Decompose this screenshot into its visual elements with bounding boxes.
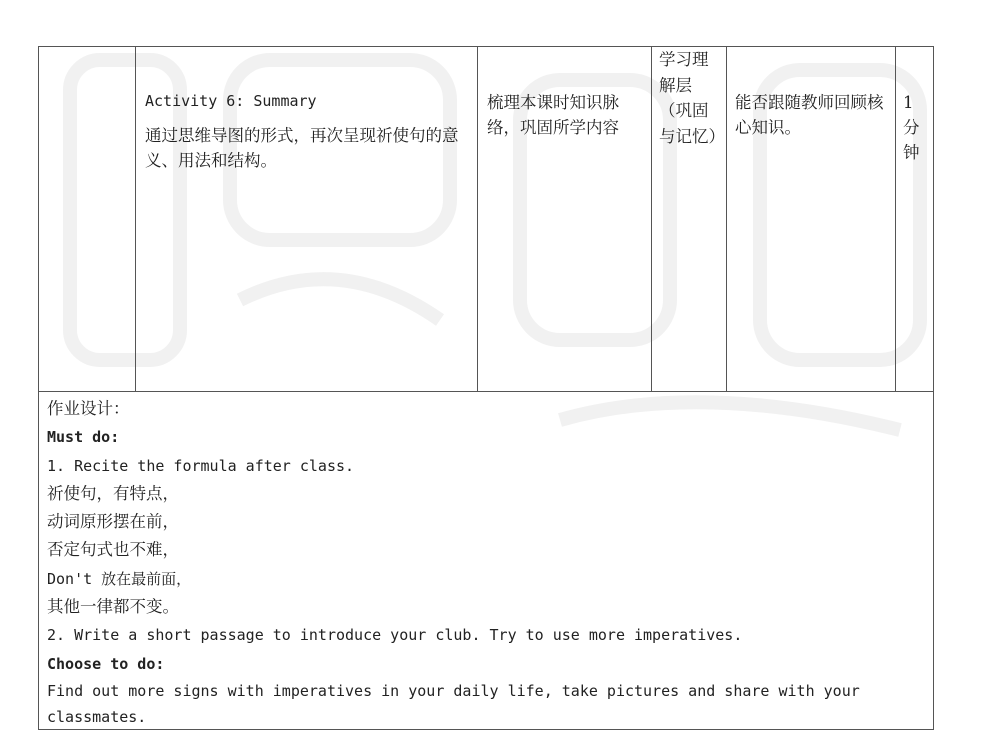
must-do-label: Must do: (47, 428, 120, 447)
activity-title: Activity 6: Summary (145, 92, 317, 110)
assessment-cell: 能否跟随教师回顾核心知识。 (735, 93, 884, 137)
formula-line: Don't 放在最前面， (47, 569, 192, 588)
homework-heading: 作业设计： (47, 399, 130, 418)
row-divider (39, 391, 933, 392)
lesson-plan-table (38, 46, 934, 730)
col-divider (651, 47, 652, 391)
level-cell: 学习理解层（巩固与记忆） (659, 50, 725, 146)
homework-section (47, 395, 925, 730)
formula-line: 祈使句，有特点， (47, 483, 179, 503)
col-divider (477, 47, 478, 391)
choose-do-text: Find out more signs with imperatives in your daily life, take pictures and share with your classmates. (47, 681, 860, 726)
formula-line: 动词原形摆在前， (47, 512, 179, 532)
homework-item-2: 2. Write a short passage to introduce your club. Try to use more imperatives. (47, 626, 743, 645)
col-divider (135, 47, 136, 391)
formula-line: 其他一律都不变。 (47, 597, 179, 617)
activity-cell (145, 89, 465, 173)
purpose-cell: 梳理本课时知识脉络，巩固所学内容 (487, 93, 619, 137)
time-cell: 1分钟 (903, 93, 920, 162)
choose-do-label: Choose to do: (47, 654, 165, 673)
formula-line: 否定句式也不难， (47, 540, 179, 560)
activity-description: 通过思维导图的形式，再次呈现祈使句的意义、用法和结构。 (145, 126, 459, 170)
homework-item-1: 1. Recite the formula after class. (47, 456, 355, 475)
col-divider (726, 47, 727, 391)
col-divider (895, 47, 896, 391)
